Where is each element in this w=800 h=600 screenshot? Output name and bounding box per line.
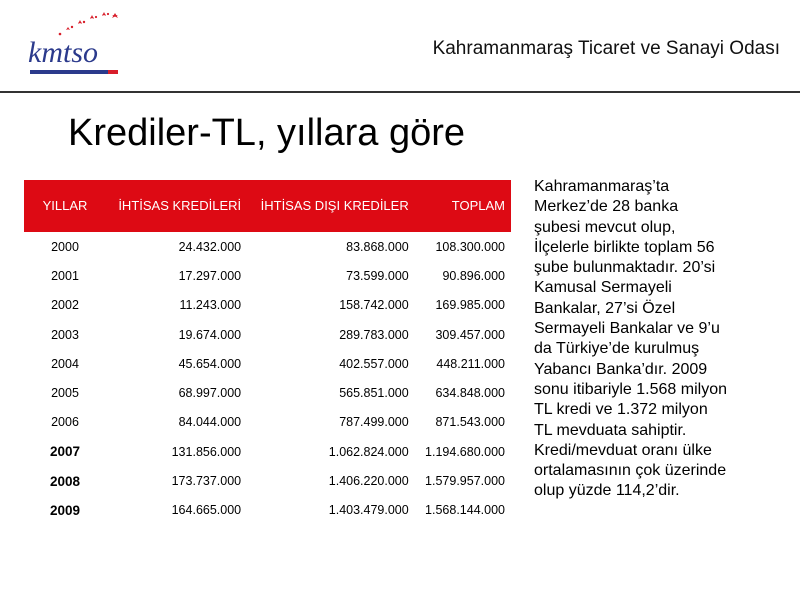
narrative-line: Bankalar, 27’si Özel (534, 299, 676, 317)
credits-table (24, 180, 511, 525)
narrative-line: olup yüzde 114,2’dir. (534, 482, 680, 500)
table-row (24, 291, 511, 320)
year-cell: 2004 (51, 356, 79, 371)
narrative-line: Yabancı Banka’dır. 2009 (534, 360, 708, 378)
ihtisas-disi-cell: 289.783.000 (339, 327, 409, 342)
year-cell: 2007 (49, 444, 81, 460)
ihtisas-disi-cell: 402.557.000 (339, 356, 409, 371)
narrative-line: şube bulunmaktadır. 20’si (534, 259, 716, 277)
year-cell: 2008 (49, 473, 81, 489)
year-cell: 2000 (51, 239, 79, 254)
narrative-line: ortalamasının çok üzerinde (534, 462, 727, 480)
total-cell: 108.300.000 (435, 239, 505, 254)
ihtisas-cell: 173.737.000 (171, 474, 242, 489)
narrative-line: da Türkiye’de kurulmuş (534, 340, 700, 358)
narrative-line: Sermayeli Bankalar ve 9’u (534, 320, 720, 338)
narrative-line: Kahramanmaraş’ta (534, 178, 670, 195)
ihtisas-disi-cell: 1.406.220.000 (328, 474, 409, 489)
ihtisas-cell: 24.432.000 (178, 239, 242, 254)
logo-wordmark: kmtso (28, 36, 98, 69)
table-row (24, 496, 511, 525)
table-header-row (24, 180, 511, 232)
narrative-line: Kamusal Sermayeli (534, 279, 672, 297)
column-header-ihtisas: İHTİSAS KREDİLERİ (118, 198, 242, 213)
column-header-ihtisas-disi: İHTİSAS DIŞI KREDİLER (260, 198, 409, 213)
organization-name: Kahramanmaraş Ticaret ve Sanayi Odası (432, 38, 780, 59)
table-row (24, 349, 511, 378)
year-cell: 2001 (51, 268, 79, 283)
narrative-line: sonu itibariyle 1.568 milyon (534, 380, 727, 398)
total-cell: 1.579.957.000 (425, 474, 505, 489)
total-cell: 90.896.000 (442, 268, 505, 283)
narrative-line: Kredi/mevduat oranı ülke (534, 441, 712, 459)
ihtisas-disi-cell: 83.868.000 (346, 239, 409, 254)
total-cell: 871.543.000 (435, 415, 505, 430)
total-cell: 309.457.000 (435, 327, 505, 342)
narrative-text (534, 177, 784, 502)
total-cell: 1.194.680.000 (425, 444, 505, 459)
column-header-years: YILLAR (42, 198, 88, 213)
header-divider (0, 91, 800, 93)
column-header-total: TOPLAM (451, 198, 505, 213)
total-cell: 634.848.000 (435, 386, 505, 401)
narrative-line: İlçelerle birlikte toplam 56 (534, 238, 715, 256)
ihtisas-cell: 68.997.000 (178, 386, 242, 401)
ihtisas-cell: 164.665.000 (171, 503, 242, 518)
ihtisas-disi-cell: 565.851.000 (339, 386, 409, 401)
ihtisas-disi-cell: 158.742.000 (339, 298, 409, 313)
table-row (24, 261, 511, 290)
total-cell: 448.211.000 (436, 356, 505, 371)
narrative-line: TL kredi ve 1.372 milyon (534, 401, 708, 419)
table-row (24, 232, 511, 261)
table-row (24, 408, 511, 437)
table-row (24, 437, 511, 466)
table-row (24, 466, 511, 495)
slide-header (0, 0, 800, 92)
year-cell: 2003 (51, 327, 79, 342)
narrative-line: Merkez’de 28 banka (534, 198, 679, 216)
ihtisas-cell: 45.654.000 (178, 356, 242, 371)
slide-title: Krediler-TL, yıllara göre (68, 112, 466, 154)
ihtisas-cell: 84.044.000 (178, 415, 242, 430)
ihtisas-disi-cell: 1.062.824.000 (328, 444, 409, 459)
total-cell: 169.985.000 (435, 298, 505, 313)
year-cell: 2005 (51, 386, 79, 401)
ihtisas-cell: 17.297.000 (178, 268, 242, 283)
year-cell: 2006 (51, 415, 79, 430)
ihtisas-disi-cell: 1.403.479.000 (328, 503, 409, 518)
table-row (24, 378, 511, 407)
narrative-line: şubesi mevcut olup, (534, 218, 676, 236)
narrative-line: TL mevduata sahiptir. (534, 421, 687, 439)
ihtisas-disi-cell: 787.499.000 (339, 415, 409, 430)
ihtisas-cell: 11.243.000 (179, 298, 242, 313)
ihtisas-cell: 131.856.000 (171, 444, 242, 459)
table-body (24, 232, 511, 525)
ihtisas-cell: 19.674.000 (178, 327, 242, 342)
kmtso-logo (26, 10, 122, 80)
year-cell: 2002 (51, 298, 79, 313)
year-cell: 2009 (49, 502, 81, 518)
ihtisas-disi-cell: 73.599.000 (346, 268, 409, 283)
table-row (24, 320, 511, 349)
total-cell: 1.568.144.000 (425, 503, 505, 518)
